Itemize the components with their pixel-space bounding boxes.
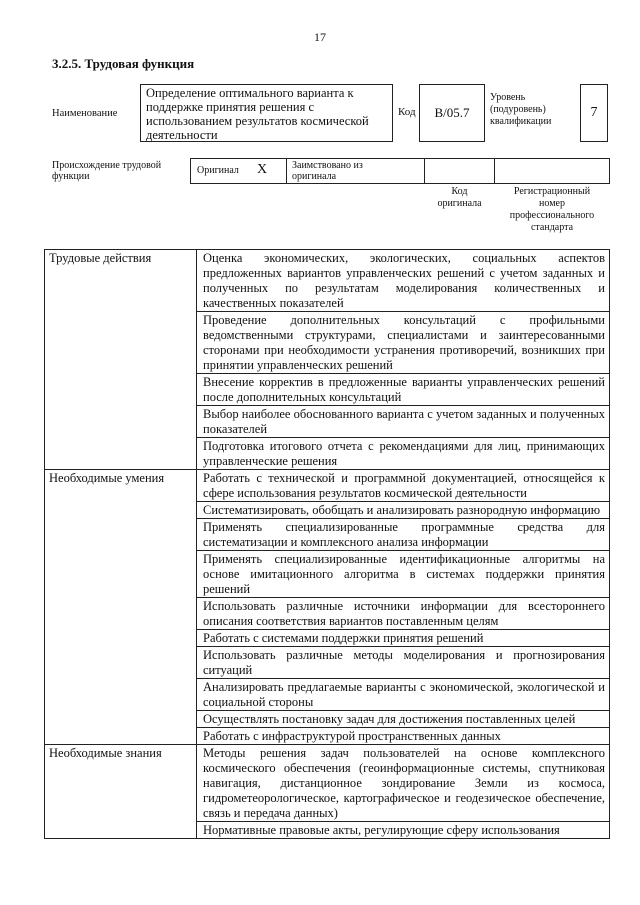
item-cell: Работать с инфраструктурой пространственных данных (197, 728, 610, 745)
name-label: Наименование (52, 108, 118, 119)
item-cell: Использовать различные источники информации для всестороннего описания соответствия вариантов поставленным целям (197, 598, 610, 630)
competency-table (44, 249, 610, 839)
original-mark: X (257, 162, 268, 177)
section-title: 3.2.5. Трудовая функция (52, 56, 195, 71)
original-label: Оригинал (197, 165, 239, 176)
original-code-caption: Код оригинала (437, 186, 482, 209)
category-cell: Трудовые действия (45, 250, 197, 470)
item-cell: Оценка экономических, экологических, социальных аспектов предложенных вариантов управленческих решений с учетом заданных и полученных по результатам моделирования количественных и качественных показателей (197, 250, 610, 312)
item-cell: Методы решения задач пользователей на основе комплексного космического обеспечения (геоинформационные системы, спутниковая навигация, дистанционное зондирование Земли из космоса, гидрометеорологическое, картографическое и геодезическое обеспечение, связь и передача данных) (197, 745, 610, 822)
registration-number-caption: Регистрационный номер профессионального стандарта (509, 186, 595, 233)
item-cell: Применять специализированные программные средства для систематизации и комплексного анализа информации (197, 519, 610, 551)
original-cell (190, 158, 287, 184)
category-cell: Необходимые знания (45, 745, 197, 839)
borrowed-cell (286, 158, 425, 184)
registration-number-cell (494, 158, 610, 184)
item-cell: Анализировать предлагаемые варианты с экономической, экологической и социальной стороны (197, 679, 610, 711)
item-cell: Осуществлять постановку задач для достижения поставленных целей (197, 711, 610, 728)
item-cell: Применять специализированные идентификационные алгоритмы на основе имитационного алгоритма в системах поддержки принятия решений (197, 551, 610, 598)
table-row (45, 745, 610, 822)
table-row (45, 250, 610, 312)
item-cell: Подготовка итогового отчета с рекомендациями для лиц, принимающих управленческие решения (197, 438, 610, 470)
item-cell: Выбор наиболее обоснованного варианта с учетом заданных и полученных показателей (197, 406, 610, 438)
code-label: Код (398, 106, 416, 118)
item-cell: Использовать различные методы моделирования и прогнозирования ситуаций (197, 647, 610, 679)
code-field: B/05.7 (419, 84, 485, 142)
function-name-field: Определение оптимального варианта к поддержке принятия решения с использованием результатов космической деятельности (140, 84, 393, 142)
origin-label: Происхождение трудовой функции (52, 160, 162, 182)
level-field: 7 (580, 84, 608, 142)
table-row (45, 470, 610, 502)
item-cell: Работать с технической и программной документацией, относящейся к сфере использования результатов космической деятельности (197, 470, 610, 502)
item-cell: Проведение дополнительных консультаций с профильными ведомственными структурами, специалистами и заинтересованными сторонами при необходимости устранения противоречий, возникших при принятии управленческих решений (197, 312, 610, 374)
item-cell: Систематизировать, обобщать и анализировать разнородную информацию (197, 502, 610, 519)
original-code-cell (424, 158, 495, 184)
page-number: 17 (314, 30, 326, 44)
item-cell: Внесение корректив в предложенные варианты управленческих решений после дополнительных консультаций (197, 374, 610, 406)
level-label: Уровень (подуровень) квалификации (490, 92, 552, 127)
item-cell: Нормативные правовые акты, регулирующие сферу использования (197, 822, 610, 839)
borrowed-label: Заимствовано из оригинала (292, 160, 363, 182)
item-cell: Работать с системами поддержки принятия решений (197, 630, 610, 647)
category-cell: Необходимые умения (45, 470, 197, 745)
